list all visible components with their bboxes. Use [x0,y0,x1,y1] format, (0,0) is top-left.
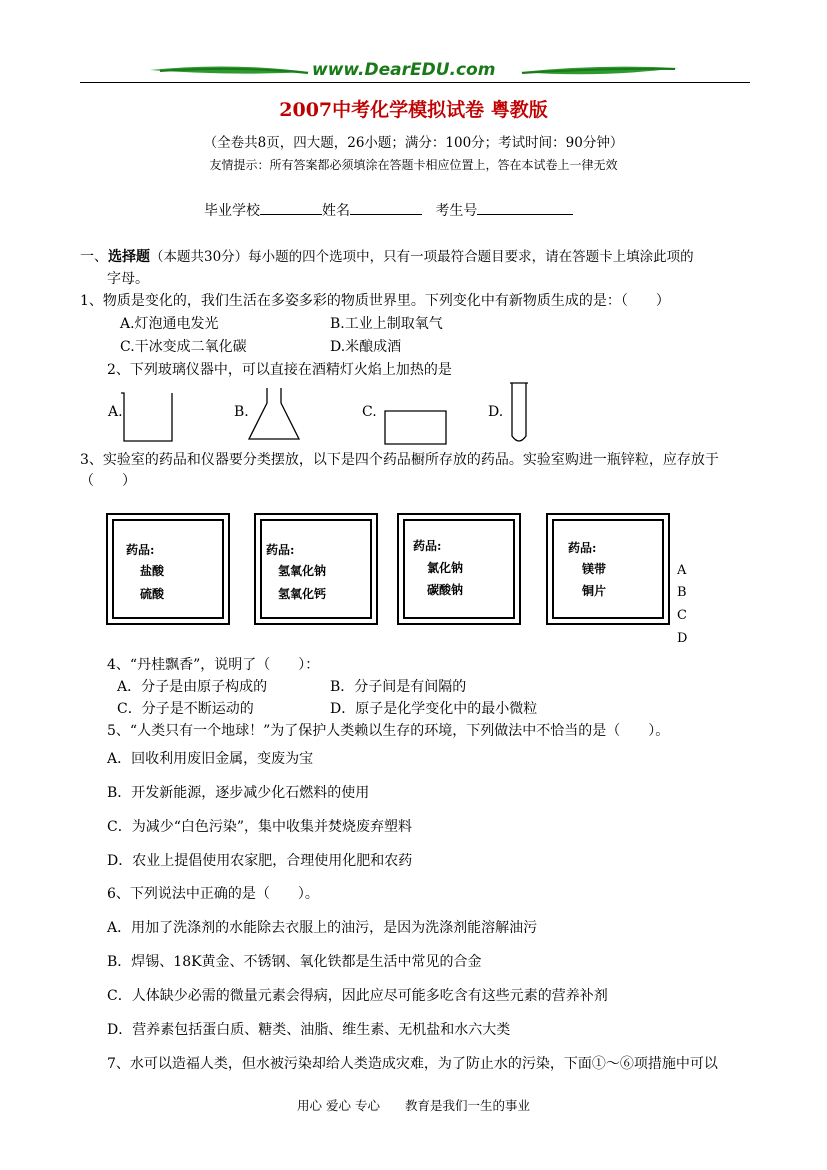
q3-stem-cont: （ ） [80,473,136,489]
q3-stem: 3、实验室的药品和仪器要分类摆放，以下是四个药品橱所存放的药品。实验室购进一瓶锌粒，应存放于 [80,452,719,468]
q5-option-d: D．农业上提倡使用农家肥，合理使用化肥和农药 [107,853,413,869]
q2-option-c: C. [362,404,377,420]
q6-option-c: C．人体缺少必需的微量元素会得病，因此应尽可能多吃含有这些元素的营养补剂 [107,988,608,1004]
cabinet-c [397,513,521,625]
q4-option-a: A．分子是由原子构成的 [117,679,268,695]
cabinet-item: 氢氧化钙 [278,587,327,601]
cabinet-item: 氯化钠 [427,561,464,575]
test-tube-icon [507,380,531,448]
q4-option-d: D．原子是化学变化中的最小微粒 [330,701,538,717]
cabinet-b [254,513,378,625]
section-instructions-cont: 字母。 [107,271,149,287]
name-blank[interactable] [350,200,422,215]
q6-option-d: D．营养素包括蛋白质、糖类、油脂、维生素、无机盐和水六大类 [107,1022,511,1038]
section-title: 选择题 [108,249,150,265]
page-footer: 用心 爱心 专心 教育是我们一生的事业 [297,1098,530,1113]
cabinet-a [106,513,230,625]
q5-option-b: B．开发新能源，逐步减少化石燃料的使用 [107,785,370,801]
conical-flask-icon [246,385,306,445]
friendly-tip: 友情提示：所有答案都必须填涂在答题卡相应位置上，答在本试卷上一律无效 [209,158,618,172]
section-instructions: （本题共30分）每小题的四个选项中，只有一项最符合题目要求，请在答题卡上填涂此项的 [150,249,694,265]
cabinet-frame [552,519,664,619]
cabinet-item: 硫酸 [140,587,165,601]
q5-option-c: C．为减少“白色污染”，集中收集并焚烧废弃塑料 [107,819,413,835]
page-title: 2007中考化学模拟试卷 粤教版 [279,99,548,121]
cabinet-item: 碳酸钠 [427,583,464,597]
q6-option-b: B．焊锡、18K黄金、不锈钢、氧化铁都是生活中常见的合金 [107,954,482,970]
q3-letter-a: A [677,563,687,578]
name-label: 姓名 [322,203,350,219]
q6-option-a: A．用加了洗涤剂的水能除去衣服上的油污，是因为洗涤剂能溶解油污 [107,920,538,936]
q6-stem: 6、下列说法中正确的是（ ）。 [107,886,319,902]
cabinet-frame [112,519,224,619]
q2-option-b: B. [234,404,249,420]
cabinet-item: 盐酸 [140,564,165,578]
section-heading [80,245,694,266]
q4-option-b: B．分子间是有间隔的 [330,679,467,695]
cabinet-item: 氢氧化钠 [278,564,327,578]
cabinet-heading: 药品: [126,543,155,557]
q4-stem: 4、“丹桂飘香”，说明了（ ）： [107,657,320,673]
header-rule [80,82,750,83]
q1-option-b: B.工业上制取氧气 [330,316,443,332]
cabinet-item: 铜片 [582,584,607,598]
section-number: 一、 [80,249,108,265]
site-logo-text: www.DearEDU.com [312,60,496,80]
cabinet-heading: 药品: [266,543,295,557]
exam-info: （全卷共8页，四大题，26小题；满分：100分；考试时间：90分钟） [203,135,624,151]
q1-option-c: C.干冰变成二氧化碳 [120,339,247,355]
q4-option-c: C．分子是不断运动的 [117,701,254,717]
evaporating-dish-icon [382,408,450,448]
q7-stem: 7、水可以造福人类，但水被污染却给人类造成灾难，为了防止水的污染，下面①～⑥项措施中可以 [107,1056,718,1072]
header-logo-banner [150,58,680,88]
q2-stem: 2、下列玻璃仪器中，可以直接在酒精灯火焰上加热的是 [107,362,452,378]
q3-letter-c: C [677,608,687,623]
q5-stem: 5、“人类只有一个地球！”为了保护人类赖以生存的环境，下列做法中不恰当的是（ ）。 [107,723,670,739]
school-blank[interactable] [260,200,322,215]
cabinet-heading: 药品: [568,541,597,555]
q1-option-d: D.米酿成酒 [330,339,402,355]
q2-option-a: A. [108,404,123,420]
cabinet-d [546,513,670,625]
q1-option-a: A.灯泡通电发光 [120,316,219,332]
cabinet-heading: 药品: [413,539,442,553]
id-label: 考生号 [435,203,478,219]
id-blank[interactable] [477,200,573,215]
school-label: 毕业学校 [204,203,260,219]
student-info-line [204,200,573,220]
cabinet-item: 镁带 [582,562,607,576]
q5-option-a: A．回收利用废旧金属，变废为宝 [107,751,314,767]
q1-stem: 1、物质是变化的，我们生活在多姿多彩的物质世界里。下列变化中有新物质生成的是：（ ） [80,293,670,309]
q3-letter-b: B [677,585,687,600]
beaker-icon [118,385,178,445]
q2-option-d: D. [488,404,504,420]
q3-letter-d: D [677,631,688,646]
